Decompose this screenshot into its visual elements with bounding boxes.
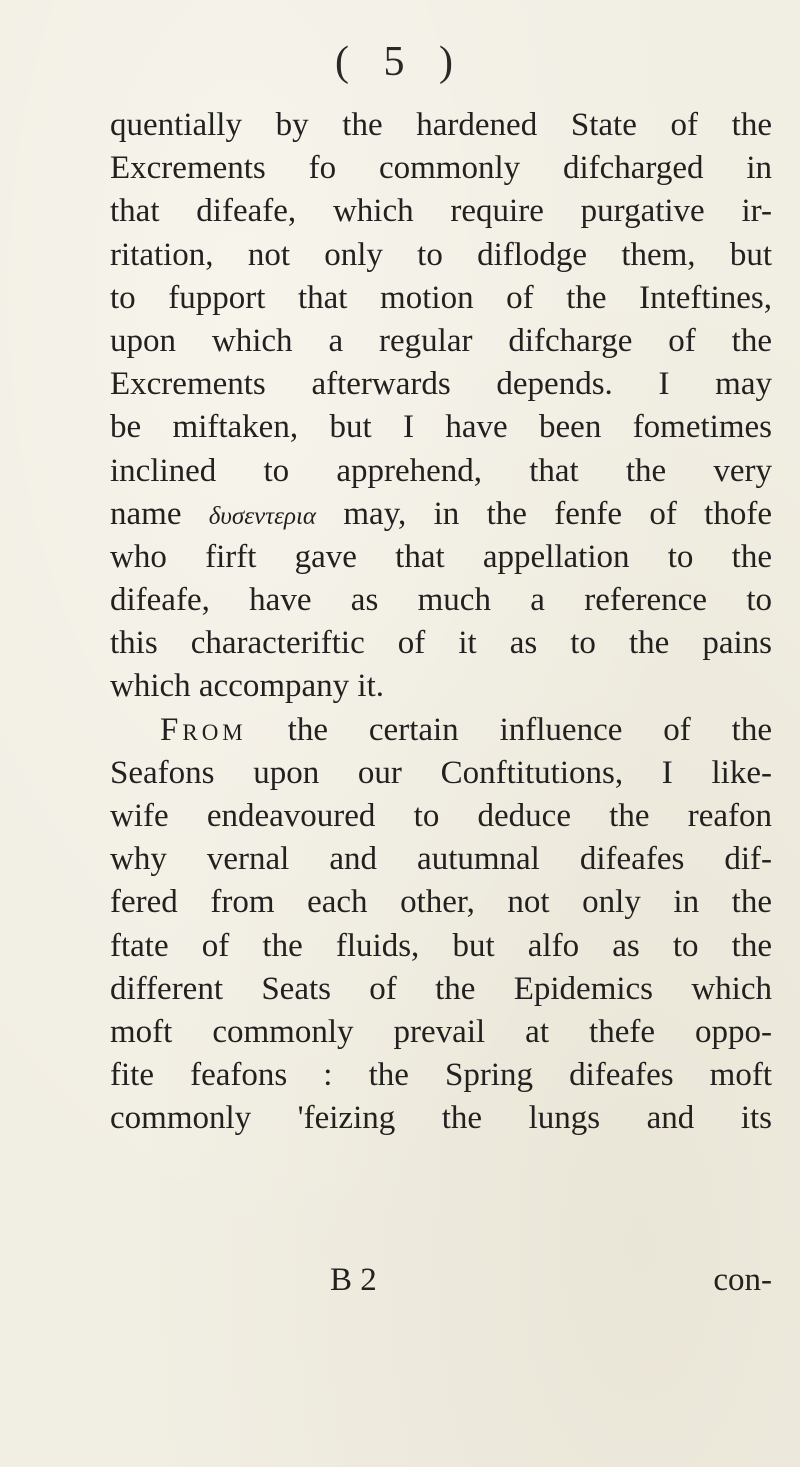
- text-line: quentially by the hardened State of the: [110, 107, 772, 143]
- text-line: be miftaken, but I have been fometimes: [110, 409, 772, 446]
- text-fragment: the certain influence of the: [246, 711, 772, 748]
- text-line: different Seats of the Epidemics which: [110, 970, 772, 1007]
- text-line: fite feafons : the Spring difeafes moft: [110, 1057, 772, 1094]
- text-line: this characteriftic of it as to the pains: [110, 625, 772, 662]
- text-line: Excrements afterwards depends. I may: [110, 366, 772, 403]
- text-line: moft commonly prevail at thefe oppo-: [110, 1013, 772, 1050]
- text-line: upon which a regular difcharge of the: [110, 322, 772, 359]
- text-line: difeafe, have as much a reference to: [110, 582, 772, 619]
- paragraph-initial-word: From: [160, 711, 247, 748]
- text-line: which accompany it.: [110, 668, 384, 705]
- text-line: wife endeavoured to deduce the reafon: [110, 798, 772, 834]
- text-line: ftate of the fluids, but alfo as to the: [110, 927, 772, 964]
- text-line-greek: [110, 493, 772, 536]
- text-line: commonly 'feizing the lungs and its: [110, 1100, 772, 1137]
- text-line: who firft gave that appellation to the: [110, 538, 772, 575]
- text-line: inclined to apprehend, that the very: [110, 452, 772, 489]
- text-line: that difeafe, which require purgative ir-: [110, 193, 772, 230]
- text-line: Excrements fo commonly difcharged in: [110, 150, 772, 187]
- signature-mark: B 2: [330, 1262, 377, 1298]
- body-text: [110, 104, 772, 1141]
- text-fragment: may, in the fenfe of thofe: [316, 495, 772, 532]
- text-line: ritation, not only to diflodge them, but: [110, 236, 772, 273]
- text-fragment: name: [110, 495, 209, 532]
- text-line: Seafons upon our Conftitutions, I like-: [110, 754, 772, 791]
- text-line: to fupport that motion of the Inteftines,: [110, 279, 772, 316]
- paragraph-start-line: [110, 709, 772, 752]
- greek-word: δυσεντερια: [208, 502, 317, 530]
- text-line: why vernal and autumnal difeafes dif-: [110, 841, 772, 878]
- page-footer: [110, 1259, 772, 1302]
- catchword: con-: [713, 1262, 772, 1298]
- page-number: ( 5 ): [335, 39, 465, 85]
- text-line: fered from each other, not only in the: [110, 884, 772, 921]
